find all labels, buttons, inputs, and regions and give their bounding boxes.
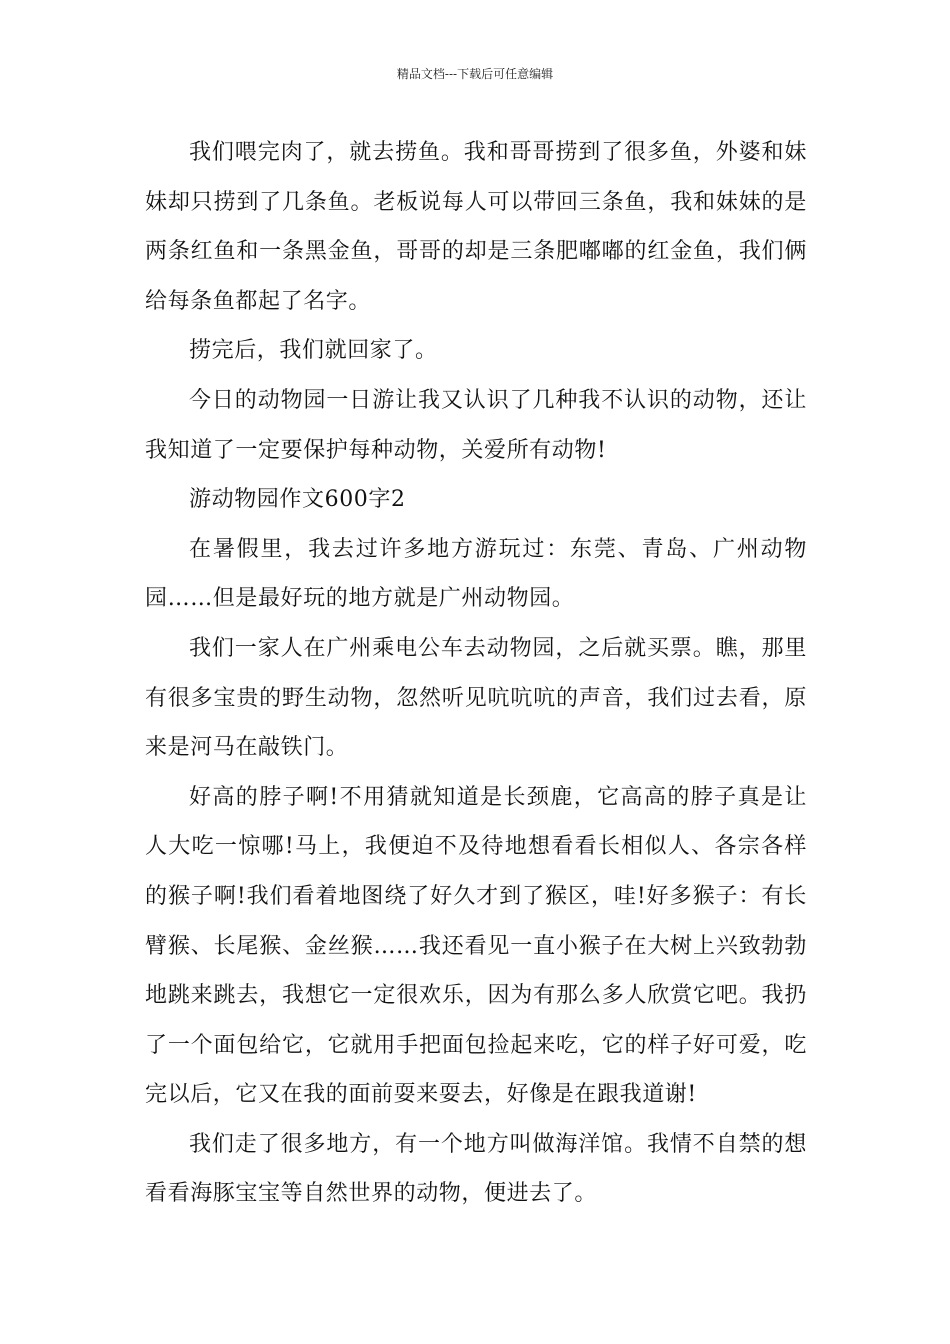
paragraph: 我们喂完肉了，就去捞鱼。我和哥哥捞到了很多鱼，外婆和妹妹却只捞到了几条鱼。老板说每人可以带回三条鱼，我和妹妹的是两条红鱼和一条黑金鱼，哥哥的却是三条肥嘟嘟的红金鱼，我们俩给每条鱼都起了名字。 <box>145 140 807 314</box>
paragraph: 在暑假里，我去过许多地方游玩过：东莞、青岛、广州动物园……但是最好玩的地方就是广州动物园。 <box>145 536 807 612</box>
document-body <box>145 128 807 1219</box>
paragraph: 捞完后，我们就回家了。 <box>189 338 438 364</box>
page-header: 精品文档---下载后可任意编辑 <box>396 67 554 81</box>
paragraph: 好高的脖子啊!不用猜就知道是长颈鹿，它高高的脖子真是让人大吃一惊哪!马上，我便迫不及待地想看看长相似人、各宗各样的猴子啊!我们看着地图绕了好久才到了猴区，哇!好多猴子：有长臂猴、长尾猴、金丝猴……我还看见一直小猴子在大树上兴致勃勃地跳来跳去，我想它一定很欢乐，因为有那么多人欣赏它吧。我扔了一个面包给它，它就用手把面包捡起来吃，它的样子好可爱，吃完以后，它又在我的面前耍来耍去，好像是在跟我道谢! <box>145 784 807 1108</box>
paragraph: 我们走了很多地方，有一个地方叫做海洋馆。我情不自禁的想看看海豚宝宝等自然世界的动物，便进去了。 <box>145 1131 807 1207</box>
section-title: 游动物园作文600字2 <box>189 487 406 513</box>
paragraph: 我们一家人在广州乘电公车去动物园，之后就买票。瞧，那里有很多宝贵的野生动物，忽然听见吭吭吭的声音，我们过去看，原来是河马在敲铁门。 <box>145 635 807 761</box>
paragraph: 今日的动物园一日游让我又认识了几种我不认识的动物，还让我知道了一定要保护每种动物，关爱所有动物! <box>145 387 807 463</box>
